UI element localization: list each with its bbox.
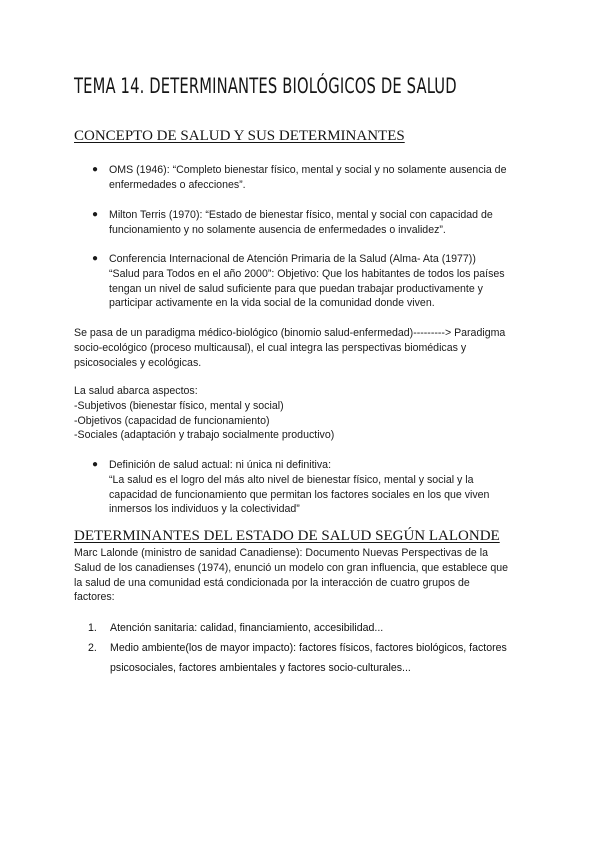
text-line: “La salud es el logro del más alto nivel de bienestar físico, mental y social y la <box>109 473 474 486</box>
bullet-oms <box>92 163 532 193</box>
text-line: -Objetivos (capacidad de funcionamiento) <box>74 414 270 427</box>
text-line: OMS (1946): “Completo bienestar físico, mental y social y no solamente ausencia de <box>109 164 507 176</box>
bullet-dot-icon: ● <box>92 459 99 470</box>
text-line: “Salud para Todos en el año 2000”: Objetivo: Que los habitantes de todos los países <box>109 267 505 280</box>
bullet-dot-icon: ● <box>92 253 99 264</box>
text-line: -Sociales (adaptación y trabajo socialmente productivo) <box>74 429 335 442</box>
text-line: -Subjetivos (bienestar físico, mental y social) <box>74 399 284 412</box>
text-line: la salud de una comunidad está condicionada por la interacción de cuatro grupos de <box>74 576 470 589</box>
text-line: psicosociales, factores ambientales y factores socio-culturales... <box>110 662 411 674</box>
text-line: capacidad de funcionamiento que permitan los factores sociales en los que viven <box>109 488 490 501</box>
text-line: tengan un nivel de salud suficiente para que puedan trabajar productivamente y <box>109 282 483 295</box>
text-line: factores: <box>74 591 115 604</box>
text-line: psicosociales y ecológicas. <box>74 356 202 369</box>
text-line: Se pasa de un paradigma médico-biológico (binomio salud-enfermedad)---------> Paradigma <box>74 327 506 339</box>
text-line: La salud abarca aspectos: <box>74 385 198 397</box>
paradigm-paragraph <box>74 326 536 370</box>
numbered-item-atencion-sanitaria <box>88 618 536 638</box>
section-heading-concepto: CONCEPTO DE SALUD Y SUS DETERMINANTES <box>74 128 405 144</box>
text-line: Conferencia Internacional de Atención Primaria de la Salud (Alma- Ata (1977)) <box>109 253 476 265</box>
bullet-alma-ata <box>92 252 532 311</box>
text-line: Milton Terris (1970): “Estado de bienestar físico, mental y social con capacidad de <box>109 209 493 221</box>
text-line: socio-ecológico (proceso multicausal), el cual integra las perspectivas biomédicas y <box>74 341 467 354</box>
list-number: 2. <box>88 642 97 654</box>
text-line: Atención sanitaria: calidad, financiamiento, accesibilidad... <box>110 622 384 634</box>
lalonde-intro-paragraph <box>74 546 536 605</box>
text-line: funcionamiento y no solamente ausencia de enfermedades o invalidez”. <box>109 223 446 236</box>
aspects-paragraph <box>74 384 536 443</box>
text-line: inmersos los individuos y la colectividad” <box>109 503 300 516</box>
bullet-dot-icon: ● <box>92 164 99 175</box>
page-title: TEMA 14. DETERMINANTES BIOLÓGICOS DE SALUD <box>74 74 457 98</box>
bullet-milton-terris <box>92 208 532 238</box>
text-line: participar activamente en la vida social de la comunidad donde viven. <box>109 297 435 310</box>
list-number: 1. <box>88 622 97 634</box>
section-heading-lalonde: DETERMINANTES DEL ESTADO DE SALUD SEGÚN LALONDE <box>74 528 500 544</box>
numbered-item-medio-ambiente <box>88 638 536 678</box>
text-line: Marc Lalonde (ministro de sanidad Canadiense): Documento Nuevas Perspectivas de la <box>74 547 488 559</box>
bullet-dot-icon: ● <box>92 209 99 220</box>
text-line: Definición de salud actual: ni única ni definitiva: <box>109 459 332 471</box>
text-line: Medio ambiente(los de mayor impacto): factores físicos, factores biológicos, factores <box>110 642 507 654</box>
bullet-definition <box>92 458 532 517</box>
text-line: Salud de los canadienses (1974), enunció un modelo con gran influencia, que establece que <box>74 561 509 574</box>
text-line: enfermedades o afecciones”. <box>109 178 246 191</box>
